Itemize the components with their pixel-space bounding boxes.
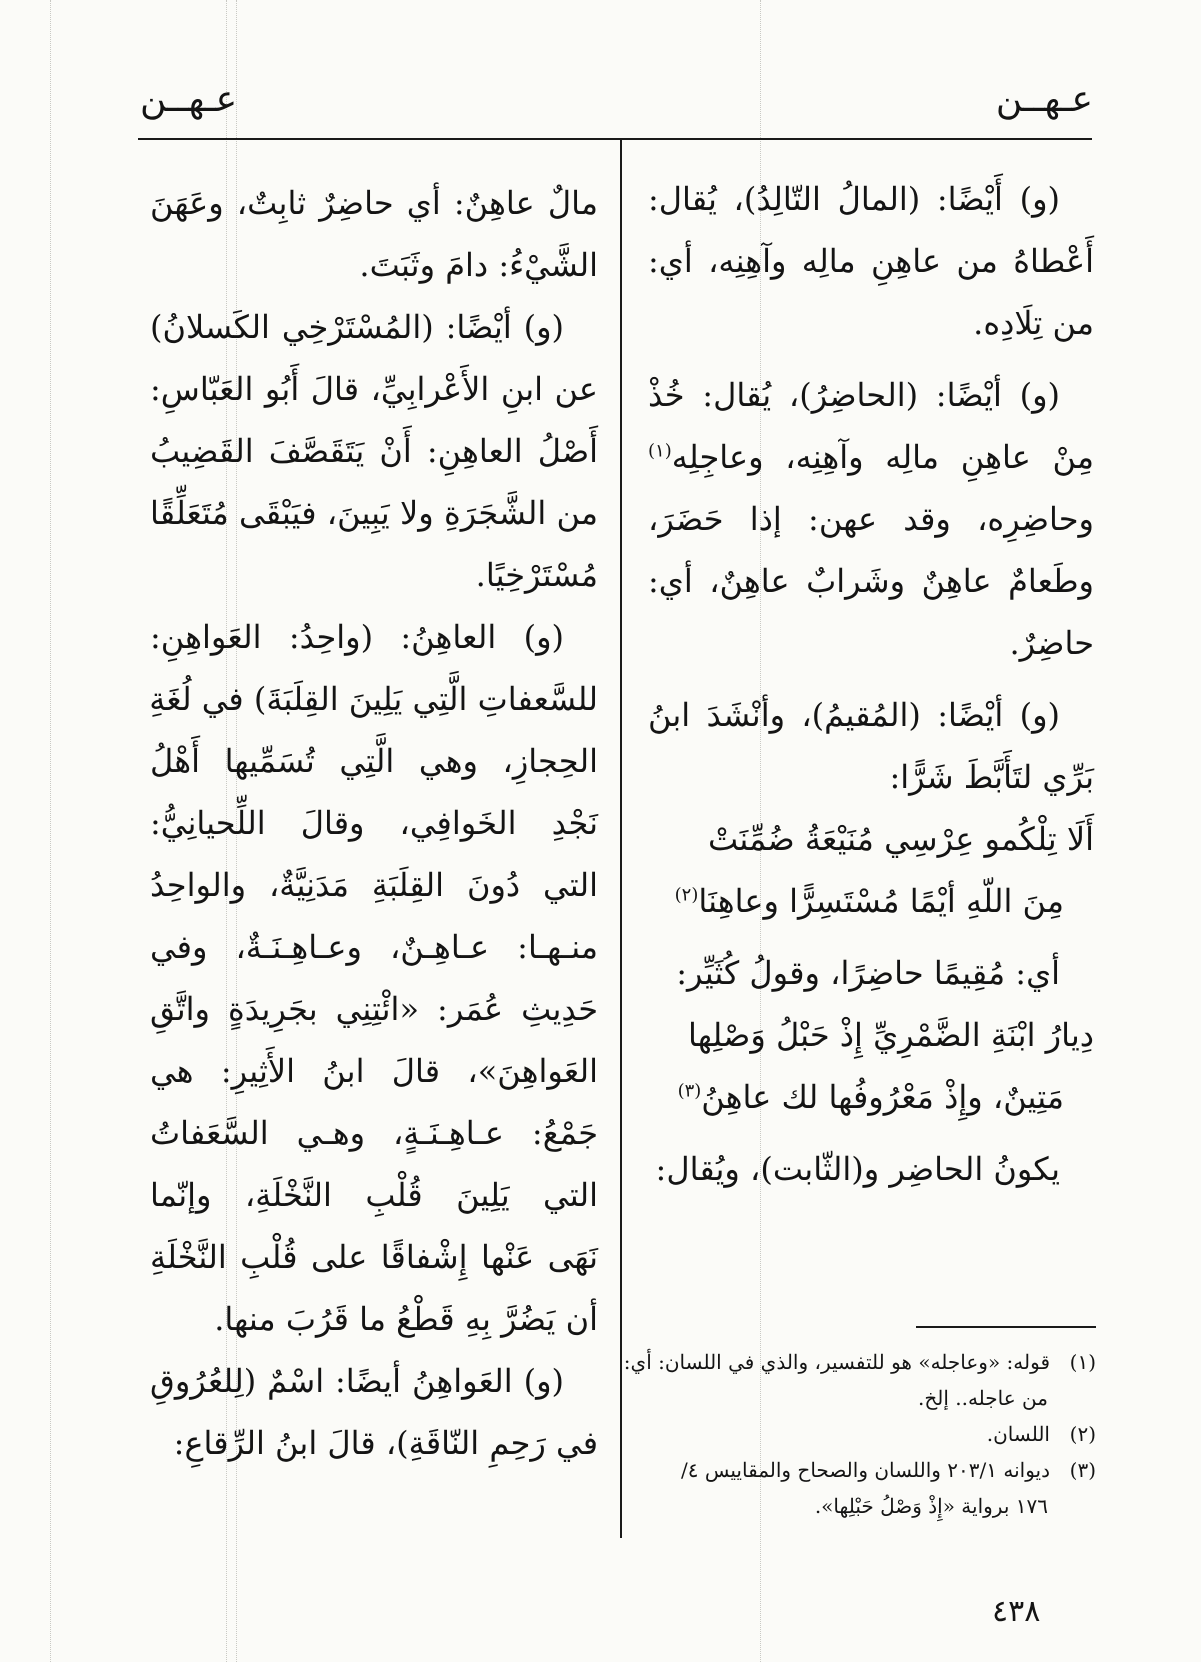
verse-line [648, 1066, 1094, 1128]
footnote-continuation: ١٧٦ برواية «إِذْ وَصْلُ حَبْلِها». [814, 1494, 1048, 1518]
text-line: الشَّيْءُ: دامَ وثَبَتَ. [359, 246, 598, 284]
text-line: حَدِيثِ عُمَر: «ائْتِنِي بجَرِيدَةٍ واتَّقِ [150, 990, 598, 1028]
text-line: أن يَضُرَّ بِهِ قَطْعُ ما قَرُبَ منها. [214, 1300, 598, 1338]
text-line: يكونُ الحاضِر و(الثّابت)، ويُقال: [655, 1150, 1060, 1188]
footnotes [623, 1344, 1096, 1524]
text-line: بَرِّي لتَأَبَّطَ شَرًّا: [889, 758, 1094, 796]
left-column [150, 172, 598, 1474]
running-head-left: عـهــن [140, 79, 238, 120]
text-line: نَهَى عَنْها إِشْفاقًا على قُلْبِ النَّخْلَةِ [150, 1238, 598, 1276]
footnote-text: قوله: «وعاجله» هو للتفسير، والذي في اللسان: أي: [623, 1350, 1050, 1374]
text-line: (و) العاهِنُ: (واحِدُ: العَواهِنِ: [150, 618, 564, 656]
footnote-continuation: من عاجله.. إلخ. [917, 1386, 1048, 1410]
text-line: منـهـا: عـاهِـنٌ، وعـاهِـنَـةٌ، وفي [150, 928, 598, 966]
text-line: مُسْتَرْخِيًا. [475, 556, 598, 594]
text-line: (و) أَيْضًا: (المالُ التّالِدُ)، يُقال: [648, 180, 1060, 218]
verse-line: أَلَا تِلْكُمو عِرْسِي مُنَيْعَةُ ضُمِّنَتْ [707, 820, 1094, 858]
scan-guide-dots [50, 0, 51, 1662]
text-line: (و) أيْضًا: (المُسْتَرْخِي الكَسلانُ) [150, 308, 564, 346]
text-line: التي يَلِينَ قُلْبِ النَّخْلَةِ، وإنّما [150, 1176, 598, 1214]
page-number: ٤٣٨ [992, 1594, 1041, 1629]
text-line: (و) أيْضًا: (المُقيمُ)، وأنْشَدَ ابنُ [648, 696, 1060, 734]
text-line [648, 426, 1094, 488]
verse-line [648, 870, 1094, 932]
text-line: من الشَّجَرَةِ ولا يَبِينَ، فيَبْقَى مُتَعَلِّقًا [150, 494, 598, 532]
running-head-right: عـهــن [995, 79, 1093, 120]
text-line: عن ابنِ الأَعْرابِيِّ، قالَ أَبُو العَبّاسِ: [150, 370, 598, 408]
text-line: جَمْعُ: عـاهِـنَـةٍ، وهـي السَّعَفاتُ [150, 1114, 598, 1152]
column-divider [620, 140, 622, 1538]
footnote-number: (٢) [1069, 1422, 1096, 1446]
footnote-text: ديوانه ٢٠٣/١ واللسان والصحاح والمقاييس ٤/ [681, 1458, 1050, 1482]
text-line: وطَعامٌ عاهِنٌ وشَرابٌ عاهِنٌ، أي: [648, 562, 1094, 600]
footnote-number: (١) [1069, 1350, 1096, 1374]
footnote-rule [916, 1326, 1096, 1328]
text-line: في رَحِمِ النّاقَةِ)، قالَ ابنُ الرِّقاعِ: [173, 1424, 598, 1462]
text-line: التي دُونَ القِلَبَةِ مَدَنِيَّةٌ، والواحِدُ [150, 866, 598, 904]
text-line: نَجْدِ الخَوافِي، وقالَ اللِّحيانِيُّ: [150, 804, 598, 842]
footnote-text: اللسان. [986, 1422, 1050, 1446]
text-line: وحاضِرِه، وقد عهن: إذا حَضَرَ، [648, 500, 1094, 538]
text-segment: مَتِينٌ، وإِذْ مَعْرُوفُها لك عاهِنُ [701, 1078, 1064, 1116]
text-line: للسَّعفاتِ الَّتِي يَلِينَ القِلَبَةَ) في لُغَةِ [149, 680, 598, 718]
text-line: (و) أيْضًا: (الحاضِرُ)، يُقال: خُذْ [648, 376, 1060, 414]
footnote-number: (٣) [1069, 1458, 1096, 1482]
footnote-mark: (١) [648, 440, 672, 462]
text-line: العَواهِنَ»، قالَ ابنُ الأَثِيرِ: هي [150, 1052, 598, 1090]
text-line: أَصْلُ العاهِنِ: أَنْ يَتَقَصَّفَ القَضِيبُ [150, 432, 598, 470]
text-segment: مِنْ عاهِنِ مالِه وآهِنِه، وعاجِلِه [671, 438, 1094, 476]
footnote-mark: (٢) [674, 884, 699, 906]
text-line: من تِلَادِه. [973, 304, 1094, 342]
header-rule [138, 138, 1092, 140]
text-line: حاضِرٌ. [1009, 624, 1094, 662]
text-line: الحِجازِ، وهي الَّتِي تُسَمِّيها أَهْلُ [150, 742, 598, 780]
footnote [650, 1416, 1096, 1452]
verse-line: دِيارُ ابْنَةِ الضَّمْرِيِّ إِذْ حَبْلُ وَصْلِها [688, 1016, 1094, 1054]
text-segment: مِنَ اللّهِ أيْمًا مُسْتَسِرًّا وعاهِنَا [698, 882, 1064, 920]
footnote [623, 1344, 1096, 1380]
text-line: أَعْطاهُ من عاهِنِ مالِه وآهِنِه، أي: [648, 242, 1094, 280]
text-line: مالٌ عاهِنٌ: أي حاضِرٌ ثابِتٌ، وعَهَنَ [150, 184, 598, 222]
text-line: أي: مُقِيمًا حاضِرًا، وقولُ كُثَيِّر: [676, 954, 1060, 992]
footnote [650, 1452, 1096, 1488]
text-line: (و) العَواهِنُ أيضًا: اسْمٌ (لِلعُرُوقِ [150, 1362, 564, 1400]
footnote-mark: (٣) [677, 1080, 702, 1102]
right-column [648, 168, 1094, 1200]
